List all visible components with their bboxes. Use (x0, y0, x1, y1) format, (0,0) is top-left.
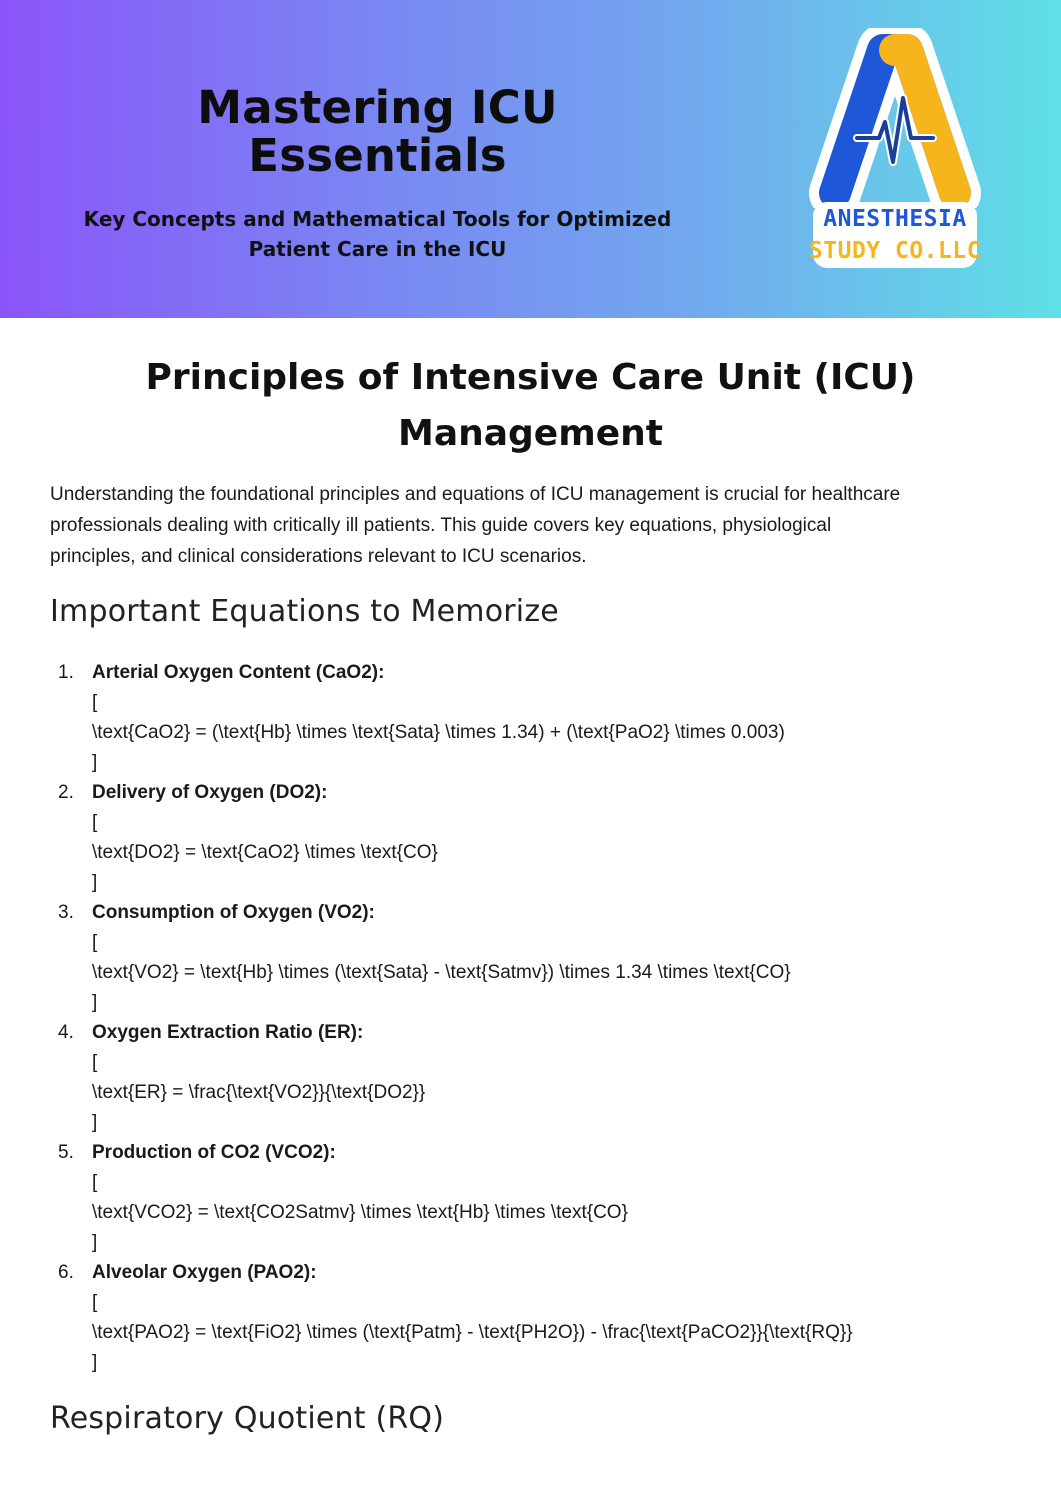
section-heading-respiratory-quotient: Respiratory Quotient (RQ) (50, 1401, 445, 1436)
logo-text-study-co: STUDY CO.LLC (808, 238, 982, 264)
banner-title-line-1: Mastering ICU (197, 81, 558, 134)
section-heading-equations: Important Equations to Memorize (50, 594, 559, 629)
equation-close-bracket: ] (92, 752, 98, 773)
equation-open-bracket: [ (92, 1052, 98, 1073)
equation-number: 5. (58, 1142, 74, 1163)
equation-formula: \text{PAO2} = \text{FiO2} \times (\text{Patm} - \text{PH2O}) - \frac{\text{PaCO2}}{\text{RQ}} (92, 1322, 853, 1343)
equation-name: Oxygen Extraction Ratio (ER): (92, 1022, 364, 1043)
banner-subtitle (55, 204, 700, 264)
intro-paragraph (50, 479, 1030, 572)
equation-close-bracket: ] (92, 992, 98, 1013)
equation-number: 2. (58, 782, 74, 803)
page-title-line-1: Principles of Intensive Care Unit (ICU) (145, 357, 916, 398)
equation-open-bracket: [ (92, 932, 98, 953)
equation-item (50, 1018, 1010, 1138)
equation-name: Delivery of Oxygen (DO2): (92, 782, 328, 803)
equation-open-bracket: [ (92, 692, 98, 713)
equation-number: 6. (58, 1262, 74, 1283)
equation-close-bracket: ] (92, 1352, 98, 1373)
equation-formula: \text{CaO2} = (\text{Hb} \times \text{Sata} \times 1.34) + (\text{PaO2} \times 0.003) (92, 722, 785, 743)
intro-line-2: professionals dealing with critically ill patients. This guide covers key equations, physiological (50, 515, 832, 536)
equation-item (50, 658, 1010, 778)
equation-name: Consumption of Oxygen (VO2): (92, 902, 375, 923)
intro-line-3: principles, and clinical considerations relevant to ICU scenarios. (50, 546, 587, 567)
equation-close-bracket: ] (92, 1232, 98, 1253)
banner-title-line-2: Essentials (248, 129, 507, 182)
equation-name: Production of CO2 (VCO2): (92, 1142, 336, 1163)
logo-text-anesthesia: ANESTHESIA (823, 206, 967, 232)
page-title (60, 350, 1001, 462)
equation-item (50, 1138, 1010, 1258)
equation-name: Alveolar Oxygen (PAO2): (92, 1262, 317, 1283)
equation-number: 3. (58, 902, 74, 923)
equation-number: 1. (58, 662, 74, 683)
equation-number: 4. (58, 1022, 74, 1043)
equation-open-bracket: [ (92, 1292, 98, 1313)
banner-title (130, 81, 625, 182)
equation-formula: \text{ER} = \frac{\text{VO2}}{\text{DO2}} (92, 1082, 426, 1103)
equation-formula: \text{VO2} = \text{Hb} \times (\text{Sata} - \text{Satmv}) \times 1.34 \times \text{CO} (92, 962, 791, 983)
equation-item (50, 898, 1010, 1018)
page-title-line-2: Management (398, 413, 663, 454)
equation-close-bracket: ] (92, 872, 98, 893)
equation-name: Arterial Oxygen Content (CaO2): (92, 662, 385, 683)
equation-item (50, 778, 1010, 898)
banner-subtitle-line-1: Key Concepts and Mathematical Tools for Optimized (83, 207, 672, 231)
equation-list (50, 658, 1010, 1378)
intro-line-1: Understanding the foundational principles and equations of ICU management is crucial for healthcare (50, 484, 901, 505)
equation-formula: \text{VCO2} = \text{CO2Satmv} \times \text{Hb} \times \text{CO} (92, 1202, 628, 1223)
brand-logo (805, 28, 985, 273)
letter-a-heartbeat-icon (805, 28, 985, 208)
equation-open-bracket: [ (92, 1172, 98, 1193)
equation-close-bracket: ] (92, 1112, 98, 1133)
header-banner (0, 0, 1061, 318)
banner-subtitle-line-2: Patient Care in the ICU (248, 237, 507, 261)
equation-formula: \text{DO2} = \text{CaO2} \times \text{CO} (92, 842, 438, 863)
equation-open-bracket: [ (92, 812, 98, 833)
equation-item (50, 1258, 1010, 1378)
